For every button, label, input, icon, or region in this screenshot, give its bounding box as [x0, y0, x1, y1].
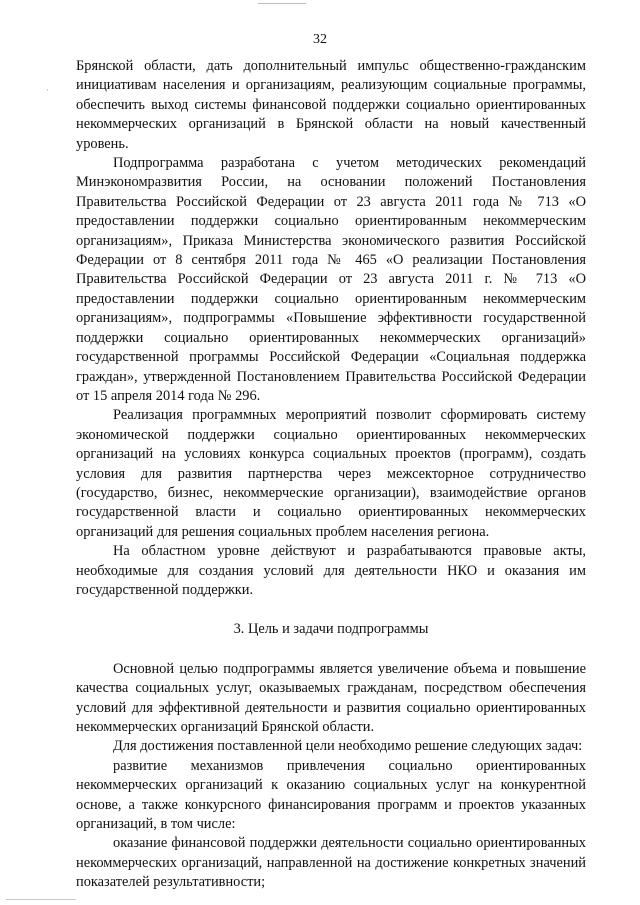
paragraph-regional-acts: На областном уровне действуют и разрабатываются правовые акты, необходимые для создания условий для деятельности НКО и оказания им государственной поддержки.	[76, 543, 586, 598]
page-number: 32	[313, 32, 327, 47]
paragraph-tasks-intro: Для достижения поставленной цели необходимо решение следующих задач:	[113, 738, 583, 755]
paragraph-implementation: Реализация программных мероприятий позволит сформировать систему экономической поддержки социально ориентированных некоммерческих организаций на условиях конкурса социальных проектов (программ), создать условия для развития партнерства через межсекторное сотрудничество (государство, бизнес, некоммерческие организации), взаимодействие органов государственной власти и социально ориентированных некоммерческих организаций для решения социальных проблем населения региона.	[76, 407, 586, 540]
paragraph-basis: Подпрограмма разработана с учетом методических рекомендаций Минэкономразвития России, на основании положений Постановления Правительства Российской Федерации от 23 августа 2011 года № 713 «О предоставлении поддержки социально ориентированным некоммерческим организациям», Приказа Министерства экономического развития Российской Федерации от 8 сентября 2011 года № 465 «О реализации Постановления Правительства Российской Федерации от 23 августа 2011 г. № 713 «О предоставлении поддержки социально ориентированным некоммерческим организациям», подпрограммы «Повышение эффективности государственной поддержки социально ориентированных некоммерческих организаций» государственной программы Российской Федерации «Социальная поддержка граждан», утвержденной Постановлением Правительства Российской Федерации от 15 апреля 2014 года № 296.	[76, 155, 586, 404]
paragraph-goal: Основной целью подпрограммы является увеличение объема и повышение качества социальных услуг, оказываемых гражданам, посредством обеспечения условий для эффективной деятельности и развития социально ориентированных некоммерческих организаций Брянской области.	[76, 660, 586, 735]
section-heading: 3. Цель и задачи подпрограммы	[233, 621, 429, 638]
paragraph-task-financial-support: оказание финансовой поддержки деятельности социально ориентированных некоммерческих организаций, направленной на достижение конкретных значений показателей результативности;	[76, 835, 586, 891]
margin-mark: ·	[46, 85, 49, 95]
bottom-edge-line	[6, 899, 76, 900]
paragraph-continuation: Брянской области, дать дополнительный импульс общественно-гражданским инициативам населения и организациям, реализующим социальные программы, обеспечить выход системы финансовой поддержки социально ориентированных некоммерческих организаций в Брянской области на новый качественный уровень.	[76, 58, 586, 152]
top-edge-line	[258, 3, 306, 4]
paragraph-task-mechanisms: развитие механизмов привлечения социально ориентированных некоммерческих организаций к оказанию социальных услуг на конкурентной основе, а также конкурсного финансирования программ и проектов указанных организаций, в том числе:	[76, 757, 586, 833]
document-body	[76, 57, 586, 893]
